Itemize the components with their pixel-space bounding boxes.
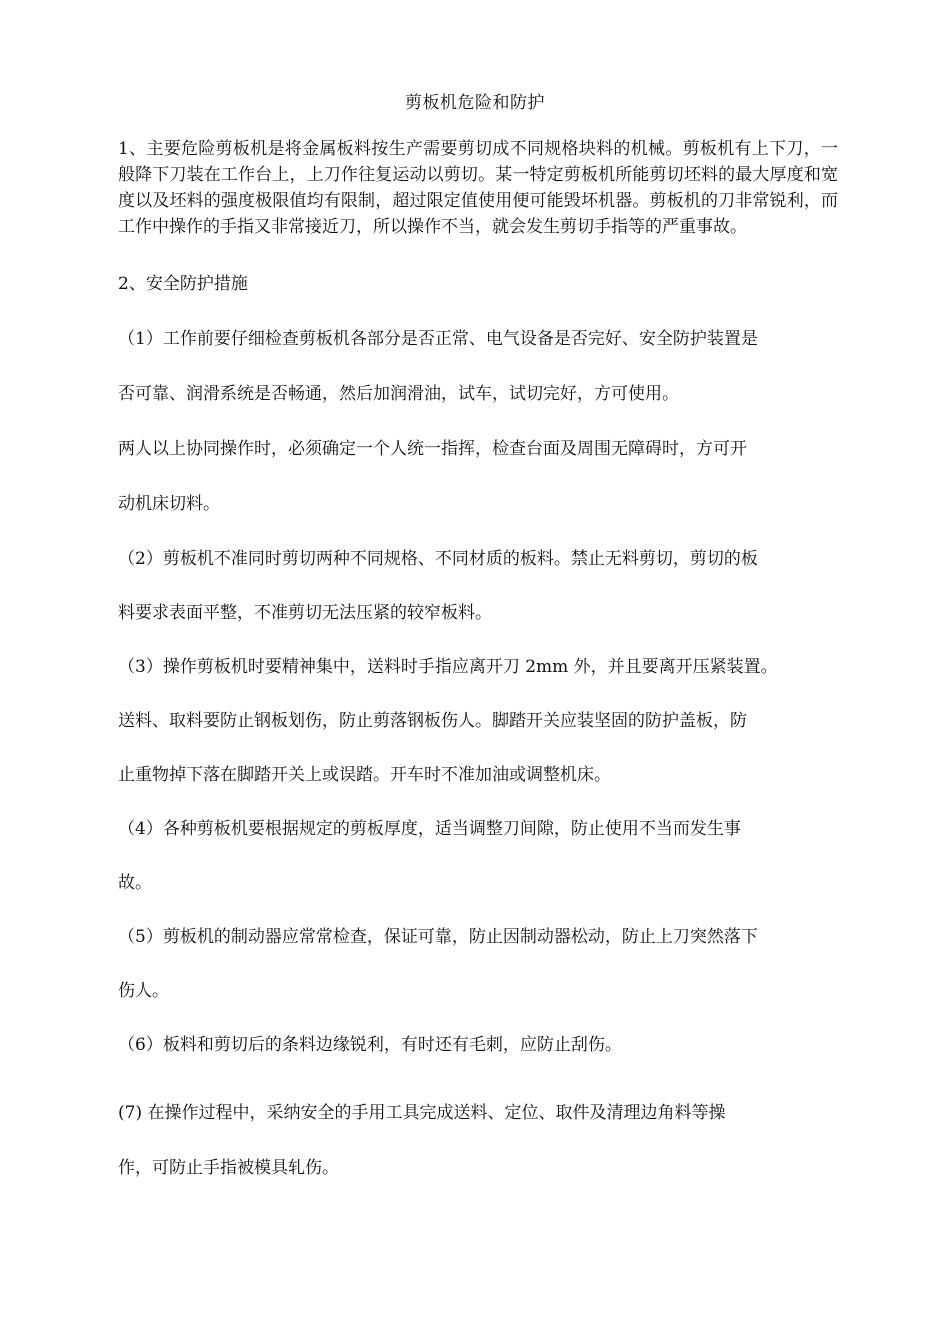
text-line: 动机床切料。 [118,494,220,514]
section-heading: 2、安全防护措施 [118,274,248,294]
text-line: （6）板料和剪切后的条料边缘锐利，有时还有毛刺，应防止刮伤。 [118,1035,622,1055]
text-line: （3）操作剪板机时要精神集中，送料时手指应离开刀 2mm 外，并且要离开压紧装置。 [118,657,778,677]
text-line: 伤人。 [118,981,169,1001]
text-line: 送料、取料要防止钢板划伤，防止剪落钢板伤人。脚踏开关应装坚固的防护盖板，防 [118,711,747,731]
text-line: 两人以上协同操作时，必须确定一个人统一指挥，检查台面及周围无障碍时，方可开 [118,439,747,459]
text-line: （2）剪板机不准同时剪切两种不同规格、不同材质的板料。禁止无料剪切，剪切的板 [118,549,758,569]
intro-paragraph: 1、主要危险剪板机是将金属板料按生产需要剪切成不同规格块料的机械。剪板机有上下刀，一般降下刀装在工作台上，上刀作往复运动以剪切。某一特定剪板机所能剪切坯料的最大厚度和宽度以及坯料的强度极限值均有限制，超过限定值使用便可能毁坏机器。剪板机的刀非常锐利，而工作中操作的手指又非常接近刀，所以操作不当，就会发生剪切手指等的严重事故。 [118,139,838,237]
page-title: 剪板机危险和防护 [405,93,545,113]
text-line: （5）剪板机的制动器应常常检查，保证可靠，防止因制动器松动，防止上刀突然落下 [118,927,758,947]
text-line: （4）各种剪板机要根据规定的剪板厚度，适当调整刀间隙，防止使用不当而发生事 [118,819,741,839]
text-line: 止重物掉下落在脚踏开关上或误踏。开车时不准加油或调整机床。 [118,765,611,785]
text-line: (7) 在操作过程中，采纳安全的手用工具完成送料、定位、取件及清理边角料等操 [118,1103,726,1123]
text-line: 故。 [118,873,152,893]
text-line: 否可靠、润滑系统是否畅通，然后加润滑油，试车，试切完好，方可使用。 [118,384,679,404]
text-line: （1）工作前要仔细检查剪板机各部分是否正常、电气设备是否完好、安全防护装置是 [118,329,758,349]
text-line: 作，可防止手指被模具轧伤。 [118,1158,339,1178]
text-line: 料要求表面平整，不准剪切无法压紧的较窄板料。 [118,603,492,623]
